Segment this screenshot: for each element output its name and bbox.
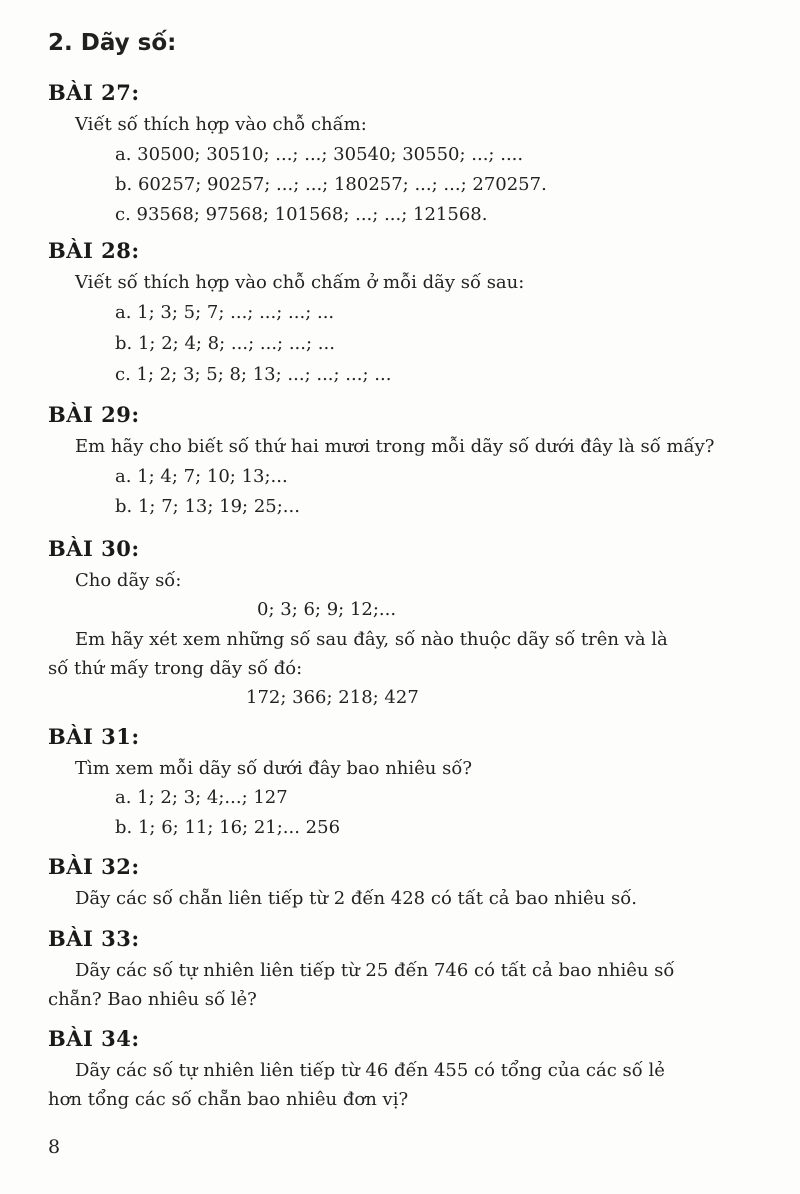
exercise-item-b: b. 60257; 90257; ...; ...; 180257; ...; ...; 270257. [115, 174, 547, 195]
exercise-title: BÀI 27: [48, 80, 140, 105]
question-line-2: số thứ mấy trong dãy số đó: [48, 658, 303, 679]
section-title: 2. Dãy số: [48, 30, 177, 56]
exercise-instruction: Tìm xem mỗi dãy số dưới đây bao nhiêu số? [75, 758, 473, 779]
exercise-item-a: a. 30500; 30510; ...; ...; 30540; 30550; ...; .... [115, 144, 524, 165]
exercise-instruction: Em hãy cho biết số thứ hai mươi trong mỗi dãy số dưới đây là số mấy? [75, 436, 715, 457]
exercise-item-a: a. 1; 4; 7; 10; 13;... [115, 466, 288, 487]
exercise-line-2: hơn tổng các số chẵn bao nhiêu đơn vị? [48, 1089, 409, 1110]
numbers-line: 172; 366; 218; 427 [246, 687, 419, 708]
exercise-title: BÀI 32: [48, 854, 140, 879]
exercise-line-1: Dãy các số tự nhiên liên tiếp từ 46 đến 455 có tổng của các số lẻ [75, 1060, 665, 1081]
exercise-item-a: a. 1; 3; 5; 7; ...; ...; ...; ... [115, 302, 335, 323]
exercise-title: BÀI 31: [48, 724, 140, 749]
exercise-instruction: Viết số thích hợp vào chỗ chấm: [75, 114, 367, 135]
exercise-item-b: b. 1; 2; 4; 8; ...; ...; ...; ... [115, 333, 335, 354]
exercise-item-b: b. 1; 7; 13; 19; 25;... [115, 496, 300, 517]
exercise-title: BÀI 29: [48, 402, 140, 427]
exercise-instruction: Cho dãy số: [75, 570, 182, 591]
exercise-line-1: Dãy các số chẵn liên tiếp từ 2 đến 428 có tất cả bao nhiêu số. [75, 888, 637, 909]
exercise-title: BÀI 30: [48, 536, 140, 561]
exercise-item-b: b. 1; 6; 11; 16; 21;... 256 [115, 817, 341, 838]
exercise-item-a: a. 1; 2; 3; 4;...; 127 [115, 787, 288, 808]
question-line-1: Em hãy xét xem những số sau đây, số nào thuộc dãy số trên và là [75, 629, 668, 650]
sequence-line: 0; 3; 6; 9; 12;... [257, 599, 397, 620]
exercise-title: BÀI 34: [48, 1026, 140, 1051]
exercise-line-2: chẵn? Bao nhiêu số lẻ? [48, 989, 257, 1010]
exercise-item-c: c. 93568; 97568; 101568; ...; ...; 121568. [115, 204, 488, 225]
exercise-line-1: Dãy các số tự nhiên liên tiếp từ 25 đến 746 có tất cả bao nhiêu số [75, 960, 675, 981]
exercise-title: BÀI 28: [48, 238, 140, 263]
exercise-item-c: c. 1; 2; 3; 5; 8; 13; ...; ...; ...; ... [115, 364, 392, 385]
exercise-instruction: Viết số thích hợp vào chỗ chấm ở mỗi dãy số sau: [75, 272, 525, 293]
exercise-title: BÀI 33: [48, 926, 140, 951]
page-number: 8 [48, 1136, 61, 1158]
